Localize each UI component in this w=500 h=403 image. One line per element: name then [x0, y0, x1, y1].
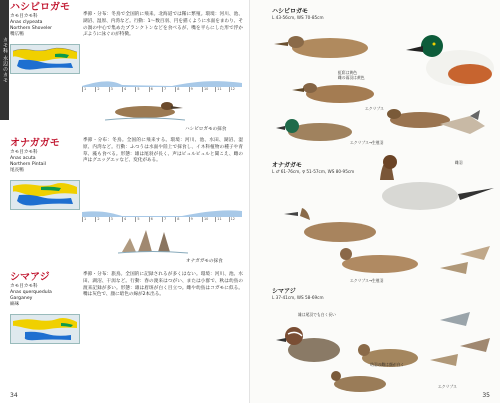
garganey-eclipse: [331, 371, 386, 392]
species-garganey: [10, 272, 244, 396]
plate-shoveler-header: [272, 8, 324, 20]
range-map: [10, 180, 80, 210]
plate-label: エクリプス: [438, 384, 457, 389]
plate-garganey-header: [272, 288, 324, 300]
species-kanji: 嘴広鴨: [10, 32, 24, 37]
illustration-caption: オナガガモの採食: [186, 259, 223, 264]
species-english: Northern Pintail: [10, 162, 46, 167]
page-number: 35: [482, 392, 490, 399]
plate-size: L ♂ 61-76cm, ♀ 51-57cm, WS 80-95cm: [272, 169, 355, 174]
species-latin: Anas clypeata: [10, 20, 43, 25]
plate-label: エクリプス→生殖羽: [350, 278, 384, 283]
species-kanji: 縞味: [10, 302, 20, 307]
garganey-male: [276, 327, 340, 362]
species-family: カモ目カモ科: [10, 150, 38, 155]
shoveler-female-2: [292, 83, 374, 103]
shoveler-female: [274, 36, 368, 58]
plate-size: L 37-41cm, WS 58-69cm: [272, 295, 324, 300]
species-family: カモ目カモ科: [10, 14, 38, 19]
shoveler-male: [406, 35, 494, 86]
plate-label: エクリプス: [365, 106, 384, 111]
pintail-flying: [440, 246, 490, 274]
pintail-eclipse-plate: [270, 110, 500, 150]
plate-label: 雄は尾羽でも白く長い: [298, 312, 336, 317]
species-english: Garganey: [10, 296, 33, 301]
pintail-plate: [270, 150, 500, 280]
plate-title: オナガガモ: [272, 162, 302, 169]
species-text: 季節・分布：旅鳥。全国的に記録されるが多くはない。環境：河川、池、水田、湖沼、干潟など。行動：春の渡来はつがい、または小群で、秋は幼鳥の渡来記録が多い。形態：雄は眉斑が白く目立つ。雌や幼鳥はコガモに似る。嘴は灰色で、顔に暗色の線が2本出る。: [83, 272, 243, 298]
plate-label: 幼羽の雌は顔が白く: [370, 362, 405, 367]
species-shoveler: [10, 2, 244, 130]
plate-title: ハシビロガモ: [272, 8, 309, 15]
pintail-female-2: [340, 248, 418, 273]
shoveler-feeding-illustration: [105, 94, 185, 124]
page-number: 34: [10, 392, 18, 399]
side-tab: カモ科 水辺のカモ: [0, 0, 9, 120]
species-pintail: [10, 138, 244, 264]
species-latin: Anas acuta: [10, 156, 36, 161]
season-calendar: [82, 78, 242, 92]
species-family: カモ目カモ科: [10, 284, 38, 289]
calendar-months: 1 2 3 4 5 6 7 8 9 10 11 12: [82, 87, 242, 92]
range-map: [10, 44, 80, 74]
species-title: オナガガモ: [10, 138, 60, 149]
species-title: シマアジ: [10, 272, 50, 283]
plate-label: 虹彩は黄色 雌の雨羽は黄色: [338, 70, 365, 80]
plate-size: L 43-56cm, WS 70-85cm: [272, 15, 324, 20]
plate-title: シマアジ: [272, 288, 296, 295]
species-text: 季節・分布：冬鳥で全国的に飛来。北海道では稀に繁殖。環境：河川、池、湖沼、湿原、内湾など。行動：1〜数百羽、円を描くように水面をまわり、その渦の中心で集めたプランクトンなどを食べるが、嘴を平らにした形で浮かぶように泳ぐのが特徴。: [83, 12, 243, 38]
species-text: 季節・分布：冬鳥。全国的に飛来する。環境：河川、池、水田、湖沼、湿原、内湾など。行動：ふつうは水面や陸上で採食し、イネ科植物の種子や青草、藻も食べる。形態：雄は尾羽が長く、声はピュルピュルと聞こえ、雌の声はグエッグエッなど、変化がある。: [83, 138, 243, 164]
right-page: [250, 0, 500, 403]
species-english: Northern Shoveler: [10, 26, 53, 31]
illustration-caption: ハシビロガモの採食: [185, 127, 227, 132]
species-kanji: 尾長鴨: [10, 168, 24, 173]
pintail-female: [284, 208, 376, 242]
pintail-feeding-illustration: [118, 224, 188, 254]
species-latin: Anas querquedula: [10, 290, 52, 295]
pintail-male: [380, 155, 494, 210]
season-calendar: 1 2 3 4 5 6 7 8 9 10 11 12: [82, 208, 242, 222]
range-map: [10, 314, 80, 344]
plate-label: エクリプス→生殖羽: [350, 140, 384, 145]
species-title: ハシビロガモ: [10, 2, 70, 13]
garganey-flying: [430, 312, 490, 366]
plate-label: 雌羽: [455, 160, 463, 165]
